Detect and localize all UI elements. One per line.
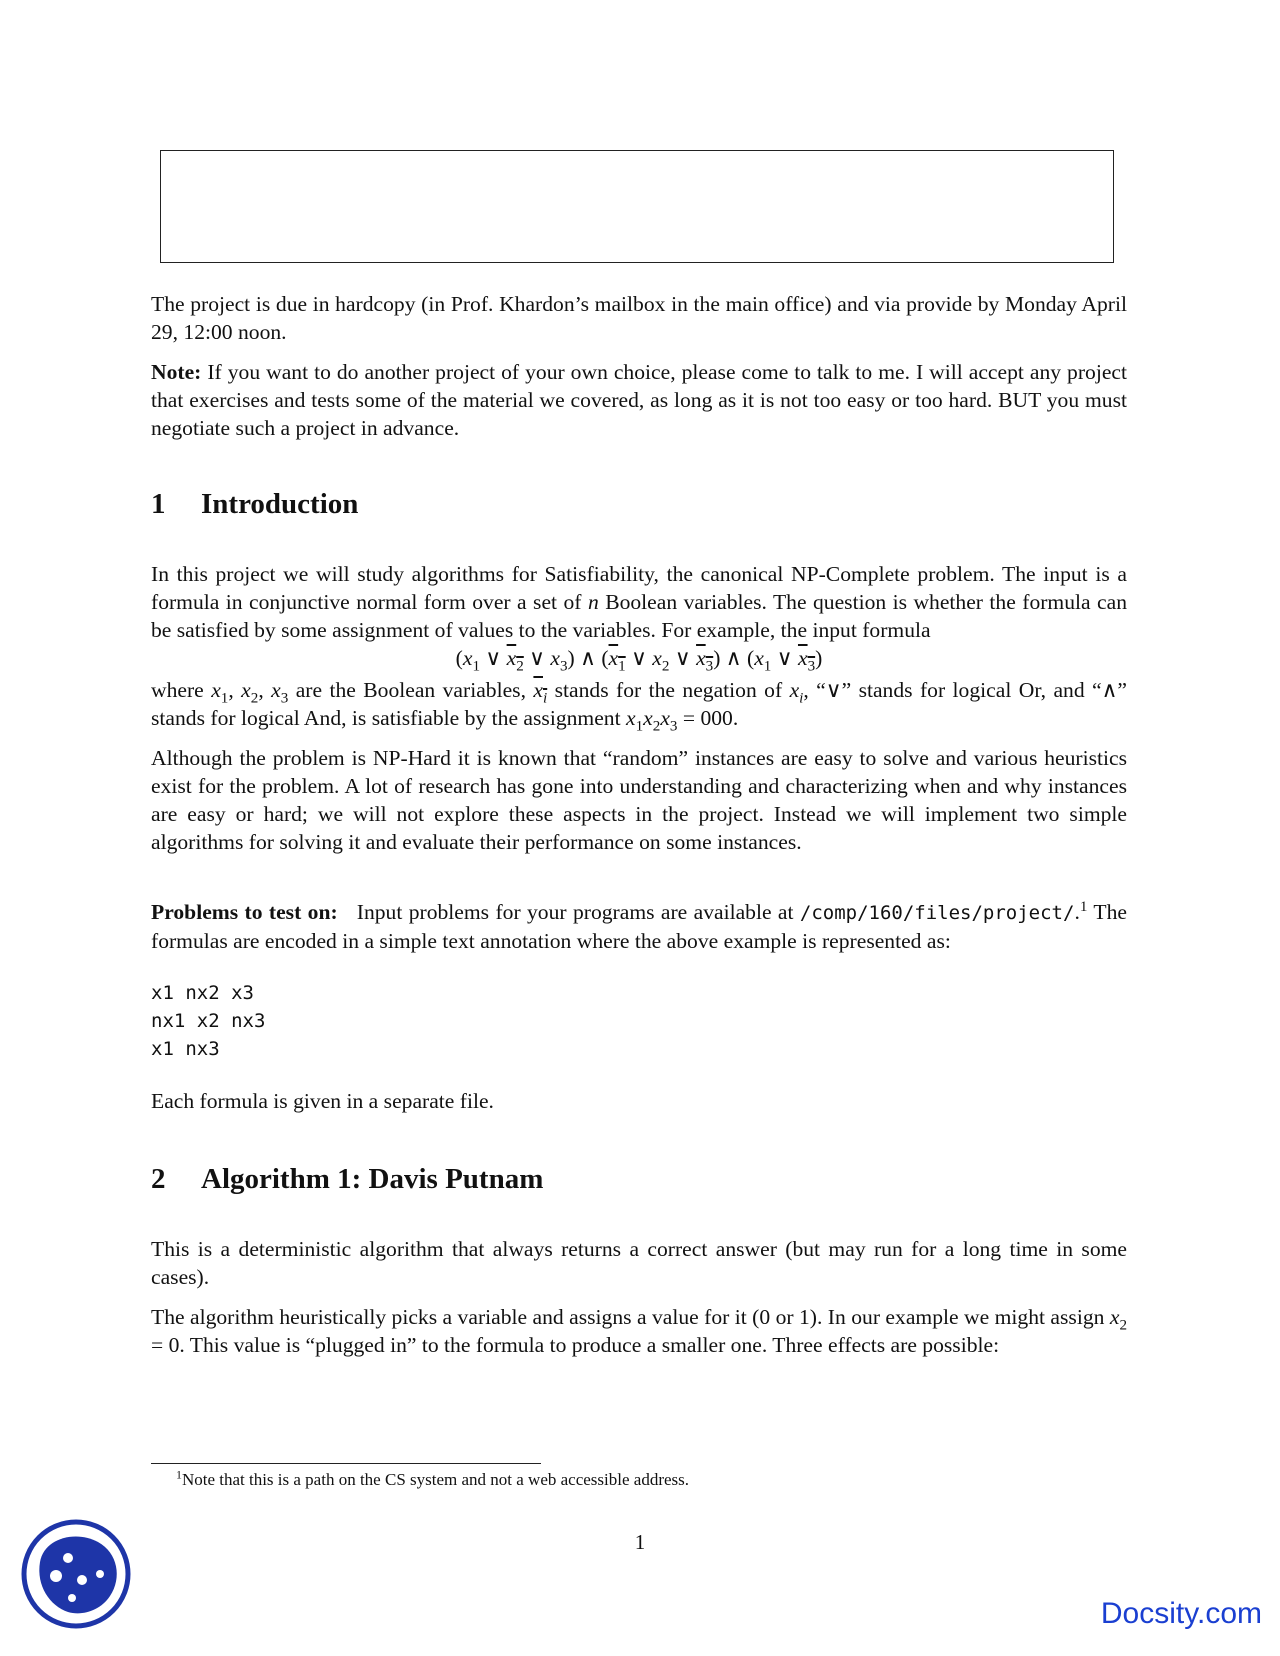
due-date-paragraph: The project is due in hardcopy (in Prof. Khardon’s mailbox in the main office) and via provide by Monday April 29, 12:00 noon.	[151, 292, 1127, 344]
section-number: 1	[151, 488, 166, 520]
main-content	[151, 290, 1127, 1371]
intro-paragraph-3: Although the problem is NP-Hard it is known that “random” instances are easy to solve and various heuristics exist for the problem. A lot of research has gone into understanding and characterizing when and why instances are easy or hard; we will not explore these aspects in the project. Instead we will implement two simple algorithms for solving it and evaluate their performance on some instances.	[151, 746, 1127, 854]
variable-n: n	[587, 590, 599, 614]
intro-paragraph-1: In this project we will study algorithms for Satisfiability, the canonical NP-Complete problem. The input is a formula in conjunctive normal form over a set of n Boolean variables. The question is whether the formula can be satisfied by some assignment of values to the variables. For example, the input formula	[151, 562, 1128, 642]
note-label: Note:	[151, 360, 202, 384]
section-title: Algorithm 1: Davis Putnam	[201, 1163, 544, 1195]
section-heading-introduction	[151, 486, 1127, 522]
problems-paragraph: Problems to test on: Input problems for your programs are available at /comp/160/files/project/.$^1$ The formulas are encoded in a simple text annotation where the above example is represented as:	[151, 898, 1127, 953]
note-paragraph	[151, 358, 1127, 442]
footnote-rule	[151, 1463, 541, 1464]
algorithm-paragraph-1: This is a deterministic algorithm that always returns a correct answer (but may run for a long time in some cases).	[151, 1237, 1127, 1289]
algorithm-paragraph-2: The algorithm heuristically picks a variable and assigns a value for it (0 or 1). In our example we might assign $x_2 = 0$. This value is “plugged in” to the formula to produce a smaller one. Three effects are possible:	[151, 1305, 1128, 1357]
project-path: /comp/160/files/project/	[799, 902, 1075, 924]
example-formula: ($x_1$ ∨ $x_2$ ∨ $x_3$) ∧ ($x_1$ ∨ $x_2$ ∨ $x_3$) ∧ ($x_1$ ∨ $x_3$)	[455, 646, 823, 675]
section-number: 2	[151, 1163, 166, 1195]
section-heading-davis-putnam	[151, 1161, 1127, 1197]
footnote: $^1$Note that this is a path on the CS system and not a web accessible address.	[176, 1467, 690, 1489]
footnote-reference: 1	[1079, 898, 1088, 915]
docsity-logo-icon	[20, 1518, 132, 1630]
code-line: x1 nx3	[151, 1038, 220, 1060]
code-line: nx1 x2 nx3	[151, 1010, 266, 1032]
code-line: x1 nx2 x3	[151, 982, 254, 1004]
separate-file-note: Each formula is given in a separate file.	[151, 1089, 494, 1113]
note-text: If you want to do another project of your own choice, please come to talk to me. I will accept any project that exercises and tests some of the material we covered, as long as it is not too easy or too hard. BUT you must negotiate such a project in advance.	[151, 360, 1127, 440]
page-number: 1	[634, 1530, 646, 1554]
docsity-brand-link[interactable]: Docsity.com	[1100, 1597, 1262, 1630]
title-box	[160, 150, 1114, 263]
formula-encoding-code	[151, 979, 1127, 1063]
section-title: Introduction	[201, 488, 359, 520]
intro-paragraph-2: where $x_1$, $x_2$, $x_3$ are the Boolean variables, $x_i$ stands for the negation of $x_i$, “∨” stands for logical Or, and “∧” stands for logical And, is satisfiable by the assignment $x_1x_2x_3 = 000$.	[151, 678, 1128, 735]
problems-label: Problems to test on:	[151, 900, 338, 924]
